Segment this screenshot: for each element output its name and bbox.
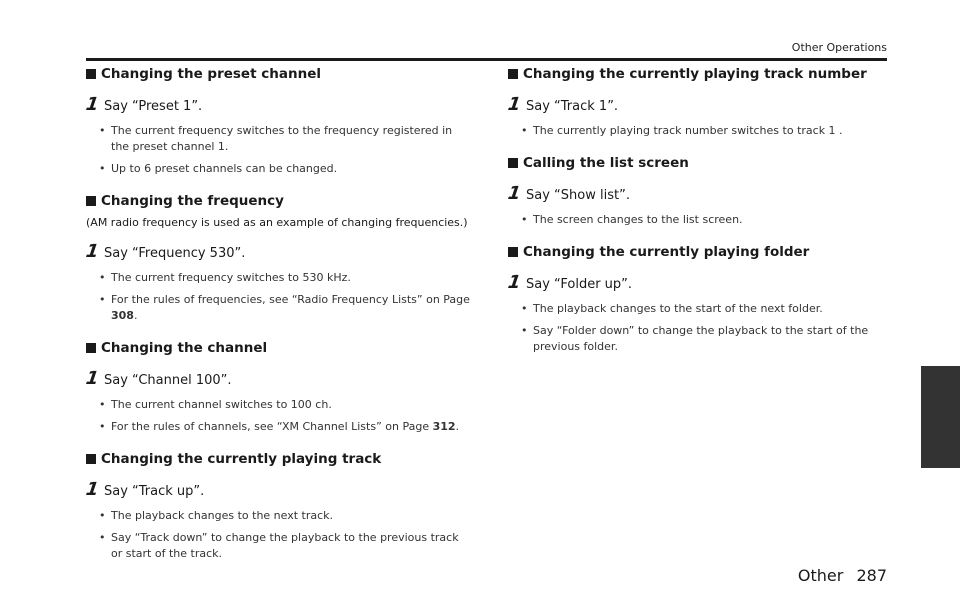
step-text: Say “Folder up”. xyxy=(526,277,633,292)
bullet-item xyxy=(99,419,471,435)
bullet-text: The playback changes to the start of the next folder. xyxy=(533,302,823,315)
section-heading xyxy=(508,244,888,260)
bullet-item xyxy=(521,301,888,317)
section-heading-text: Changing the frequency xyxy=(101,193,284,209)
bullet-text: The currently playing track number switches to track 1 . xyxy=(533,124,843,137)
section-heading-text: Changing the preset channel xyxy=(101,66,321,82)
bullet-text: For the rules of frequencies, see “Radio Frequency Lists” on Page xyxy=(111,293,470,306)
right-column xyxy=(508,66,888,371)
bullet-text: The current frequency switches to the frequency registered in the preset channel 1. xyxy=(111,124,453,153)
header-rule xyxy=(86,58,887,61)
page-reference: 308 xyxy=(111,309,134,322)
bullet-text: For the rules of channels, see “XM Channel Lists” on Page xyxy=(111,420,433,433)
section-heading-text: Changing the currently playing folder xyxy=(523,244,810,260)
step-text: Say “Channel 100”. xyxy=(104,373,232,388)
bullet-list xyxy=(86,123,471,177)
black-square-icon xyxy=(86,69,96,79)
bullet-list xyxy=(508,123,888,139)
section-heading-text: Changing the currently playing track number xyxy=(523,66,867,82)
black-square-icon xyxy=(508,247,518,257)
instruction-section xyxy=(86,193,471,324)
black-square-icon xyxy=(86,196,96,206)
page-footer xyxy=(798,566,887,585)
bullet-text: The current channel switches to 100 ch. xyxy=(111,398,332,411)
section-heading xyxy=(86,340,471,356)
step-text: Say “Frequency 530”. xyxy=(104,246,246,261)
section-heading-text: Calling the list screen xyxy=(523,155,689,171)
black-square-icon xyxy=(86,343,96,353)
bullet-item xyxy=(99,161,471,177)
instruction-section xyxy=(86,66,471,177)
step xyxy=(86,479,471,500)
page-reference: 312 xyxy=(432,420,456,433)
step xyxy=(508,94,888,115)
bullet-list xyxy=(86,508,471,562)
bullet-item xyxy=(521,123,888,139)
step xyxy=(508,272,888,293)
step-number: 1 xyxy=(84,368,101,389)
bullet-item xyxy=(99,530,471,562)
section-heading xyxy=(86,193,471,209)
step-number: 1 xyxy=(506,272,523,293)
footer-section-label: Other xyxy=(797,566,844,585)
instruction-section xyxy=(86,451,471,562)
instruction-section xyxy=(508,244,888,355)
bullet-list xyxy=(86,397,471,435)
bullet-item xyxy=(99,292,471,324)
instruction-section xyxy=(508,155,888,228)
instruction-section xyxy=(86,340,471,435)
running-header: Other Operations xyxy=(791,41,887,54)
step-number: 1 xyxy=(84,479,101,500)
bullet-text: The screen changes to the list screen. xyxy=(533,213,743,226)
section-intro: (AM radio frequency is used as an example of changing frequencies.) xyxy=(86,216,468,229)
step xyxy=(86,241,471,262)
bullet-item xyxy=(99,123,471,155)
section-heading-text: Changing the currently playing track xyxy=(101,451,382,467)
bullet-text: Say “Track down” to change the playback to the previous track or start of the track. xyxy=(111,531,459,560)
bullet-item xyxy=(99,270,471,286)
page-number: 287 xyxy=(856,566,887,585)
black-square-icon xyxy=(508,69,518,79)
bullet-suffix: . xyxy=(133,309,138,322)
step-text: Say “Track up”. xyxy=(104,484,205,499)
bullet-list xyxy=(86,270,471,324)
step xyxy=(86,368,471,389)
bullet-text: The current frequency switches to 530 kHz. xyxy=(111,271,351,284)
bullet-suffix: . xyxy=(455,420,460,433)
bullet-text: Up to 6 preset channels can be changed. xyxy=(111,162,338,175)
bullet-item xyxy=(521,212,888,228)
bullet-item xyxy=(99,397,471,413)
step-text: Say “Track 1”. xyxy=(526,99,619,114)
bullet-list xyxy=(508,212,888,228)
bullet-item xyxy=(521,323,888,355)
section-heading xyxy=(86,66,471,82)
left-column xyxy=(86,66,471,578)
instruction-section xyxy=(508,66,888,139)
step-text: Say “Show list”. xyxy=(526,188,630,203)
bullet-text: The playback changes to the next track. xyxy=(111,509,334,522)
step-number: 1 xyxy=(506,94,523,115)
step xyxy=(86,94,471,115)
step xyxy=(508,183,888,204)
section-heading xyxy=(508,66,888,82)
section-heading-text: Changing the channel xyxy=(101,340,268,356)
chapter-tab xyxy=(921,366,960,468)
section-heading xyxy=(508,155,888,171)
black-square-icon xyxy=(86,454,96,464)
black-square-icon xyxy=(508,158,518,168)
step-number: 1 xyxy=(84,94,101,115)
step-number: 1 xyxy=(84,241,101,262)
bullet-item xyxy=(99,508,471,524)
step-text: Say “Preset 1”. xyxy=(104,99,203,114)
bullet-text: Say “Folder down” to change the playback to the start of the previous folder. xyxy=(533,324,869,353)
bullet-list xyxy=(508,301,888,355)
step-number: 1 xyxy=(506,183,523,204)
section-heading xyxy=(86,451,471,467)
